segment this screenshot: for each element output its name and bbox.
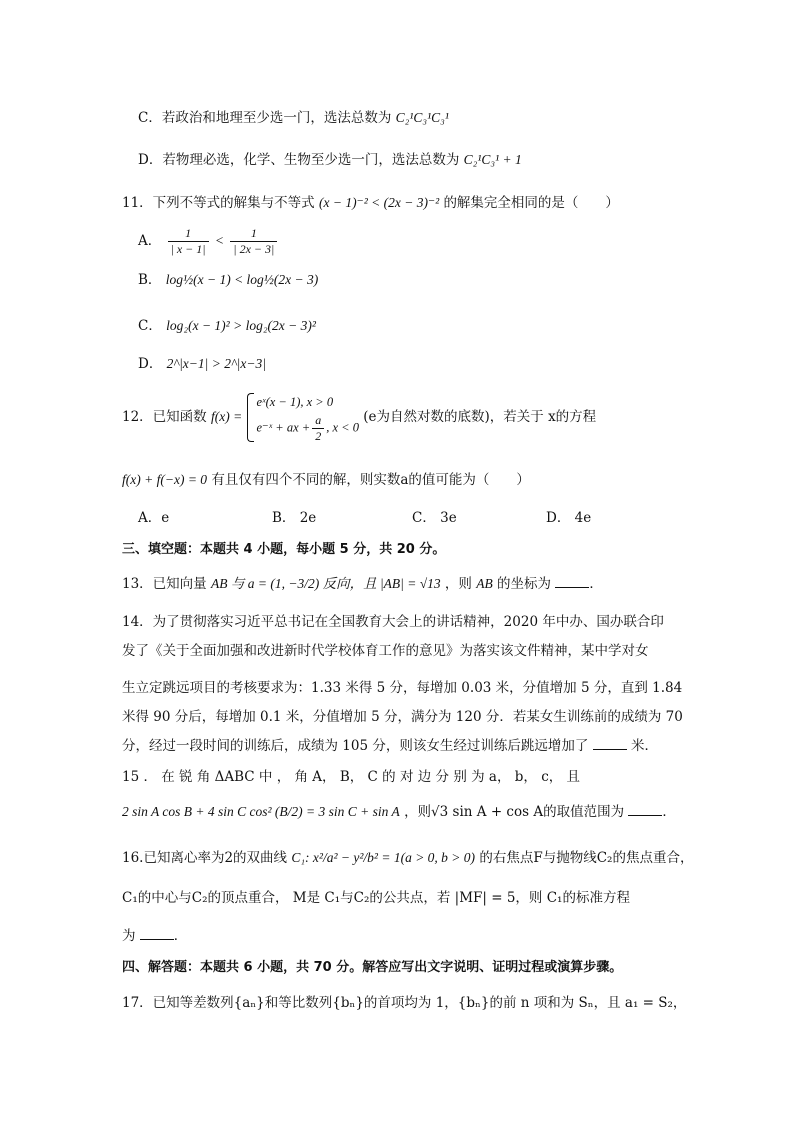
question-14-line1: 14．为了贯彻落实习近平总书记在全国教育大会上的讲话精神，2020 年中办、国办联合印 [122,614,664,630]
question-12-piece2-b: , x < 0 [326,420,359,435]
question-12-fx: f(x) = [210,409,243,424]
question-15-line2: 2 sin A cos B + 4 sin C cos² (B/2) = 3 sin C + sin A ，则√3 sin A + cos A的取值范围为 ． [122,804,676,820]
q12-option-a: A．e [138,510,170,526]
question-14-line5-end: 米． [630,738,658,754]
question-16-text: 16.已知离心率为2的双曲线 [122,850,288,866]
question-14-line5 [122,736,658,756]
question-17: 17．已知等差数列{aₙ}和等比数列{bₙ}的首项均为 1，{bₙ}的前 n 项和为 Sₙ，且 a₁ = S₂， [122,995,687,1011]
q11-option-c [138,316,316,336]
q11-option-b-label: B． [138,272,162,288]
q11-option-b [138,270,318,290]
question-12-line2 [122,470,530,490]
question-15-tail: ，则√3 sin A + cos A的取值范围为 [404,804,625,820]
question-12-line2-text: 有且仅有四个不同的解，则实数a的值可能为（ ） [211,472,530,488]
question-11-formula: (x − 1)⁻² < (2x − 3)⁻² [318,195,440,210]
question-12-piece2: e⁻ˣ + ax + $\frac{a}{2}$ , x < 0 [256,413,359,443]
q11-option-b-formula: log½(x − 1) < log½(2x − 3) [165,272,319,287]
q11-option-d-label: D． [138,356,163,372]
answer-blank [555,575,589,588]
question-14-line3: 生立定跳远项目的考核要求为：1.33 米得 5 分，每增加 0.03 米，分值增加 5 分，直到 1.84 [122,680,683,696]
question-16-line3-text: 为 [122,928,136,944]
question-11-text: 11．下列不等式的解集与不等式 [122,195,315,211]
q11-option-a-label: A． [138,233,162,249]
question-15-line1: 15 ． 在 锐 角 ΔABC 中 ， 角 A， B， C 的 对 边 分 别 为 a， b， c， 且 [122,769,581,785]
question-16-line3: 为 ． [122,928,188,944]
q11-option-d [138,354,266,374]
question-13-text-c: 的坐标为 [497,576,552,592]
section-4-heading: 四、解答题：本题共 6 小题，共 70 分。解答应写出文字说明、证明过程或演算步骤。 [122,960,623,975]
question-13-text-a: 13．已知向量 [122,576,207,592]
question-13: 13．已知向量 AB 与 a = (1, −3/2) 反向，且 |AB| = √13 ，则 AB 的坐标为 ． [122,576,603,592]
answer-blank [628,803,662,816]
q11-option-c-formula: log₂(x − 1)² > log₂(2x − 3)² [166,318,316,333]
question-16-line2: C₁的中心与C₂的顶点重合， M是 C₁与C₂的公共点，若 |MF| = 5，则 C₁的标准方程 [122,890,630,906]
section-3-heading: 三、填空题：本题共 4 小题，每小题 5 分，共 20 分。 [122,542,446,557]
question-12-line2-formula: f(x) + f(−x) = 0 [122,472,208,487]
q12-option-b: B． 2e [272,510,317,526]
option-c-prev [138,108,449,128]
question-13-formula: AB 与 a = (1, −3/2) 反向，且 |AB| = √13 [210,576,441,591]
question-11-tail: 的解集完全相同的是（ ） [443,195,619,211]
option-d-prev-formula: C₂¹C₃¹ + 1 [463,152,522,167]
question-16-formula: C₁: x²/a² − y²/b² = 1(a > 0, b > 0) [291,850,476,865]
question-14-line2: 发了《关于全面加强和改进新时代学校体育工作的意见》为落实该文件精神，某中学对女 [122,643,649,659]
q11-option-d-formula: 2^|x−1| > 2^|x−3| [166,356,266,371]
question-12-label: 12．已知函数 [122,409,207,425]
question-14-line5-text: 分，经过一段时间的训练后，成绩为 105 分，则该女生经过训练后跳远增加了 [122,738,589,754]
q11-option-a-frac2: $\frac{1}{| 2x - 3|}$ [230,226,277,257]
q12-option-d: D． 4e [546,510,592,526]
question-15-formula: 2 sin A cos B + 4 sin C cos² (B/2) = 3 sin C + sin A [122,804,400,819]
answer-blank [140,927,174,940]
question-13-text-b: ，则 [444,576,472,592]
question-16-line1 [122,848,693,868]
option-d-prev-text: D．若物理必选，化学、生物至少选一门，选法总数为 [138,152,460,168]
q11-option-a-frac1: $\frac{1}{| x - 1|}$ [168,226,209,257]
question-12-piece2-a: e⁻ˣ + ax + [256,420,311,435]
question-11 [122,193,619,213]
q11-option-a: A． $\frac{1}{| x - 1|}$ < $\frac{1}{| 2x - 3|}$ [138,226,279,257]
question-16-tail: 的右焦点F与抛物线C₂的焦点重合， [479,850,694,866]
question-12 [122,388,596,446]
question-14-line4: 米得 90 分后，每增加 0.1 米，分值增加 5 分，满分为 120 分．若某女生训练前的成绩为 70 [122,709,683,725]
option-c-prev-formula: C₂¹C₃¹C₃¹ [395,110,449,125]
question-12-piece1: eˣ(x − 1), x > 0 [256,395,334,409]
option-d-prev [138,150,522,170]
answer-blank [593,737,627,750]
question-12-piecewise [247,391,359,444]
q12-option-c: C． 3e [412,510,457,526]
option-c-prev-text: C．若政治和地理至少选一门，选法总数为 [138,110,392,126]
q11-option-c-label: C． [138,318,162,334]
question-12-tail: (e为自然对数的底数)，若关于 x的方程 [363,409,597,425]
